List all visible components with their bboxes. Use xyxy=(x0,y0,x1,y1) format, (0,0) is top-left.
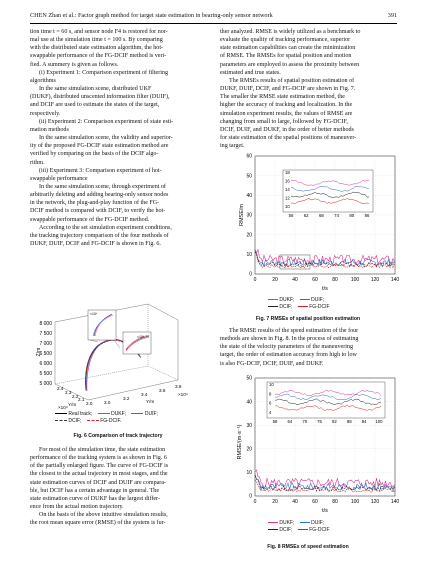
para-line: (iii) Experiment 3: Comparison experiment of hot- xyxy=(39,167,162,174)
inset-y-tick: 18 xyxy=(285,170,290,175)
para-line: verified by comparing on the basis of the DCIF algo- xyxy=(30,151,159,158)
inset-y-tick: 6 xyxy=(269,400,272,406)
para-line: For most of the simulation time, the state estimation xyxy=(39,447,166,453)
fig6-ytick: 6 000 xyxy=(39,361,52,367)
x-tick-label: 100 xyxy=(350,499,360,505)
y-tick-label: 40 xyxy=(246,193,252,200)
inset-x-tick: 76 xyxy=(317,419,322,424)
fig7-inset xyxy=(283,170,373,218)
x-tick-label: 40 xyxy=(292,499,298,505)
inset-x-tick: 58 xyxy=(272,419,278,424)
para-line: of RMSE. The RMSEs for spatial position and motion xyxy=(220,53,352,60)
x-tick-label: 0 xyxy=(253,499,257,505)
legend-swatch xyxy=(268,299,278,300)
y-tick-label: 50 xyxy=(246,375,252,382)
inset-x-tick: 64 xyxy=(287,419,293,424)
fig8-series xyxy=(255,470,395,492)
para-line: tion time t = 60 s, and sensor node F4 is restored for nor- xyxy=(30,29,168,35)
legend-swatch xyxy=(268,529,278,530)
y-tick-label: 30 xyxy=(246,212,252,219)
y-tick-label: 40 xyxy=(246,399,252,406)
para-line: respectively. xyxy=(30,110,61,117)
legend-label: DUIF; xyxy=(311,297,325,303)
fig6-inset-right xyxy=(123,332,151,354)
header-rule xyxy=(30,23,397,24)
fig6-xtick: 2.3 xyxy=(65,390,72,395)
inset-x-tick: 62 xyxy=(303,213,309,218)
legend-label: FG-DCIF xyxy=(309,304,330,310)
fig7-y-axis xyxy=(246,154,252,278)
legend-label: Real track; xyxy=(68,411,93,417)
fig8-legend xyxy=(268,520,368,534)
x-tick-label: 60 xyxy=(312,499,318,505)
para-line: mation methods xyxy=(30,126,69,133)
fig6-ytick: 7 000 xyxy=(39,341,52,347)
inset-x-tick: 74 xyxy=(334,213,339,218)
y-tick-label: 50 xyxy=(246,173,252,180)
fig7-legend xyxy=(268,297,368,311)
para-line: state estimation curves of DCIF and DUIF are compara- xyxy=(30,479,167,486)
legend-swatch xyxy=(131,413,143,414)
x-tick-label: 0 xyxy=(253,277,257,283)
fig7-series xyxy=(255,249,395,268)
legend-label: DCIF; xyxy=(279,527,293,533)
y-tick-label: 30 xyxy=(246,422,252,429)
legend-label: DCIF; xyxy=(68,418,82,424)
para-line: for state estimation of the spatial positions of maneuver- xyxy=(220,135,357,142)
fig7-caption: Fig. 7 RMSEs of spatial position estimation xyxy=(255,316,361,322)
legend-label: DUKF; xyxy=(279,520,295,526)
legend-swatch xyxy=(268,306,278,307)
legend-swatch xyxy=(55,420,67,421)
right-column-mid xyxy=(220,327,396,368)
para-line: The RMSE results of the speed estimation of the four xyxy=(229,328,359,334)
para-line: In the same simulation scene, distributed UKF xyxy=(39,86,152,93)
para-line: swappable performance of the FG-DCIF method. xyxy=(30,216,150,223)
legend-swatch xyxy=(268,522,278,523)
para-line: mal use at the simulation time t = 100 s. By comparing xyxy=(30,37,163,44)
para-line: the state of the velocity parameters of the maneuvering xyxy=(220,344,353,351)
para-line: the tracking trajectory comparison of the four methods of xyxy=(30,232,169,239)
page-number: 391 xyxy=(387,12,397,19)
inset-y-tick: 12 xyxy=(285,195,290,201)
para-line: estimated and true states. xyxy=(220,69,281,76)
fig6-xtick: 2.1 xyxy=(78,397,85,402)
fig7-x-axis xyxy=(254,277,400,283)
inset-y-tick: 16 xyxy=(285,178,290,184)
fig6-x-exponent: ×10⁴ xyxy=(58,405,68,410)
inset-y-tick: 10 xyxy=(285,204,290,209)
fig7-rmse-position-chart xyxy=(225,150,405,295)
para-line: performance of the tracking system is as shown in Fig. 6 xyxy=(30,455,167,462)
para-line: simulation experiment results, the values of RMSE are xyxy=(220,110,353,117)
para-line: in the network, the plug-and-play function of the FG- xyxy=(30,200,160,207)
para-line: DCIF, DUIF, and DUKF, in the order of better methods xyxy=(220,126,354,133)
svg-text:×10⁴: ×10⁴ xyxy=(90,312,98,316)
fig8-x-axis xyxy=(254,499,400,505)
para-line: swappable performance xyxy=(30,175,88,182)
fig6-xlabel: Y/m xyxy=(68,402,77,407)
legend-swatch xyxy=(87,420,99,421)
para-line: state estimation capabilities can create the minimization xyxy=(220,45,356,52)
fig7-xlabel: t/s xyxy=(322,286,328,292)
legend-swatch xyxy=(98,413,110,414)
para-line: with the distributed state estimation algorithm, the hot- xyxy=(30,45,164,52)
legend-label: DUKF; xyxy=(111,411,127,417)
fig6-x-axis xyxy=(57,384,188,410)
fig6-xtick: 2.0 xyxy=(86,401,93,406)
fig6-ytick: 5 000 xyxy=(39,381,52,387)
fig6-xtick: 3.4 xyxy=(141,392,148,397)
fig6-legend xyxy=(55,411,195,425)
para-line: In the same simulation scene, the validity and superior- xyxy=(39,135,173,142)
y-tick-label: 10 xyxy=(246,470,252,477)
fig6-ytick: 7 500 xyxy=(39,331,52,337)
inset-y-tick: 10 xyxy=(269,382,274,387)
inset-y-tick: 4 xyxy=(269,410,272,415)
y-tick-label: 10 xyxy=(246,252,252,259)
legend-label: DUKF; xyxy=(279,297,295,303)
fig8-rmse-speed-chart xyxy=(225,374,405,519)
inset-x-tick: 86 xyxy=(364,213,370,218)
fig8-inset xyxy=(267,382,385,424)
para-line: methods are shown in Fig. 8. In the process of estimating xyxy=(220,336,359,343)
legend-swatch xyxy=(300,522,310,523)
fig7-ylabel: RMSE/m xyxy=(239,204,245,226)
x-tick-label: 140 xyxy=(390,277,400,283)
x-tick-label: 120 xyxy=(370,277,380,283)
para-line: ing target. xyxy=(220,143,245,150)
x-tick-label: 20 xyxy=(272,499,278,505)
y-tick-label: 0 xyxy=(249,271,252,278)
right-column xyxy=(220,28,396,150)
fig8-caption: Fig. 8 RMSEs of speed estimation xyxy=(267,544,349,550)
para-line: the root mean square error (RMSE) of the system is fur- xyxy=(30,520,166,527)
x-tick-label: 140 xyxy=(390,499,400,505)
inset-x-tick: 80 xyxy=(349,213,355,218)
inset-y-tick: 8 xyxy=(269,391,272,397)
para-line: state estimation curve of DUKF has the largest differ- xyxy=(30,495,160,502)
legend-label: DUIF; xyxy=(144,411,158,417)
fig6-xlabel-y: Y/m xyxy=(146,399,155,404)
fig6-ytick: 6 500 xyxy=(39,351,52,357)
legend-label: DUIF; xyxy=(311,520,325,526)
inset-x-tick: 68 xyxy=(319,213,324,218)
running-header xyxy=(30,12,397,19)
para-line: ity of the proposed FG-DCIF state estimation method are xyxy=(30,143,169,150)
para-line: In the same simulation scene, through experiment of xyxy=(39,183,166,190)
x-tick-label: 100 xyxy=(350,277,360,283)
fig6-caption: Fig. 6 Comparison of track trajectory xyxy=(73,433,163,439)
para-line: (i) Experiment 1: Comparison experiment of filtering xyxy=(39,69,168,76)
para-line: DCIF method is compared with DCIF, to verify the hot- xyxy=(30,208,166,215)
fig8-ylabel: RMSE/(m·s⁻¹) xyxy=(237,424,243,460)
para-line: parameters are employed to assess the proximity between xyxy=(220,61,360,68)
para-line: rithm. xyxy=(30,159,45,166)
left-column-bottom xyxy=(30,446,206,528)
y-tick-label: 60 xyxy=(246,153,252,160)
fig6-ytick: 8 000 xyxy=(39,321,52,327)
fig6-ytick: 5 500 xyxy=(39,371,52,377)
inset-x-tick: 100 xyxy=(375,419,383,424)
x-tick-label: 80 xyxy=(332,499,338,505)
fig6-inset-left xyxy=(88,310,116,340)
left-column xyxy=(30,28,206,248)
inset-x-tick: 56 xyxy=(288,213,294,218)
para-line: According to the set simulation experiment conditions, xyxy=(39,224,172,231)
fig6-ylabel: Z/m xyxy=(36,347,42,357)
para-line: The RMSEs results of spatial position estimation of xyxy=(229,77,355,84)
fig8-xlabel: t/s xyxy=(322,508,328,514)
x-tick-label: 60 xyxy=(312,277,318,283)
para-line: fied. A summery is given as follows. xyxy=(30,61,119,68)
para-line: (DUKF), distributed unscented information filter (DUIF), xyxy=(30,94,170,101)
fig6-frame xyxy=(55,304,178,400)
para-line: target, the order of estimation accuracy from high to low xyxy=(220,352,357,359)
x-tick-label: 40 xyxy=(292,277,298,283)
para-line: DUKF, DUIF, DCIF, and FG-DCIF are shown in Fig. 7. xyxy=(220,86,356,93)
fig6-x-exponent: ×10⁴ xyxy=(178,392,188,397)
fig6-xtick: 3.2 xyxy=(123,396,130,401)
fig6-trajectory-plot xyxy=(28,252,208,412)
legend-swatch xyxy=(300,299,310,300)
x-tick-label: 120 xyxy=(370,499,380,505)
header-title: CHEN Zhan et al.: Factor graph method for target state estimation in bearing-only sensor network xyxy=(30,12,273,19)
fig6-xtick: 2.4 xyxy=(57,386,64,391)
fig6-xtick: 3.8 xyxy=(175,384,182,389)
legend-label: FG-DCIF xyxy=(309,527,330,533)
x-tick-label: 20 xyxy=(272,277,278,283)
inset-x-tick: 94 xyxy=(361,419,367,424)
fig8-y-axis xyxy=(246,376,252,500)
y-tick-label: 20 xyxy=(246,232,252,239)
fig6-y-axis xyxy=(36,321,52,387)
svg-text:×10⁴: ×10⁴ xyxy=(137,335,145,339)
para-line: the closest to the actual trajectory in most stages, and the xyxy=(30,471,168,478)
series-line xyxy=(255,252,395,267)
para-line: On the basis of the above intuitive simulation results, xyxy=(39,512,168,519)
legend-label: DCIF; xyxy=(279,304,293,310)
inset-x-tick: 82 xyxy=(332,419,337,424)
para-line: changing from small to large, followed by FG-DCIF, xyxy=(220,118,348,125)
legend-swatch xyxy=(55,413,67,414)
para-line: ther analyzed. RMSE is widely utilized as a benchmark to xyxy=(220,29,361,35)
legend-label: FG-DCIF. xyxy=(100,418,122,424)
para-line: DUKF, DUIF, DCIF and FG-DCIF is shown in Fig. 6. xyxy=(30,241,161,248)
legend-swatch xyxy=(298,529,308,530)
fig6-xtick: 3.0 xyxy=(104,400,111,405)
y-tick-label: 0 xyxy=(249,493,252,500)
para-line: (ii) Experiment 2: Comparison experiment of state esti- xyxy=(39,118,174,125)
para-line: is also FG-DCIF, DCIF, DUIF, and DUKF. xyxy=(220,360,324,367)
inset-x-tick: 88 xyxy=(346,419,352,424)
para-line: higher the accuracy of tracking and localization. In the xyxy=(220,102,353,109)
para-line: ble, but DCIF has a certain advantage in general. The xyxy=(30,487,160,494)
inset-y-tick: 14 xyxy=(285,187,290,192)
legend-swatch xyxy=(298,306,308,307)
para-line: The smaller the RMSE state estimation method, the xyxy=(220,94,345,101)
para-line: algorithms xyxy=(30,77,56,84)
para-line: evaluate the quality of tracking performance, superior xyxy=(220,37,351,44)
y-tick-label: 20 xyxy=(246,446,252,453)
fig6-xtick: 3.6 xyxy=(159,388,166,393)
x-tick-label: 80 xyxy=(332,277,338,283)
inset-x-tick: 70 xyxy=(302,419,308,424)
para-line: and DCIF are used to estimate the states of the target, xyxy=(30,102,160,109)
fig6-xtick: 2.2 xyxy=(72,394,79,399)
para-line: swappable performance of the FG-DCIF method is veri- xyxy=(30,53,167,60)
para-line: arbitrarily deleting and adding bearing-only sensor nodes xyxy=(30,192,169,199)
para-line: of the partially enlarged figure. The curve of FG-DCIF is xyxy=(30,463,169,470)
para-line: ence from the actual motion trajectory. xyxy=(30,504,124,511)
